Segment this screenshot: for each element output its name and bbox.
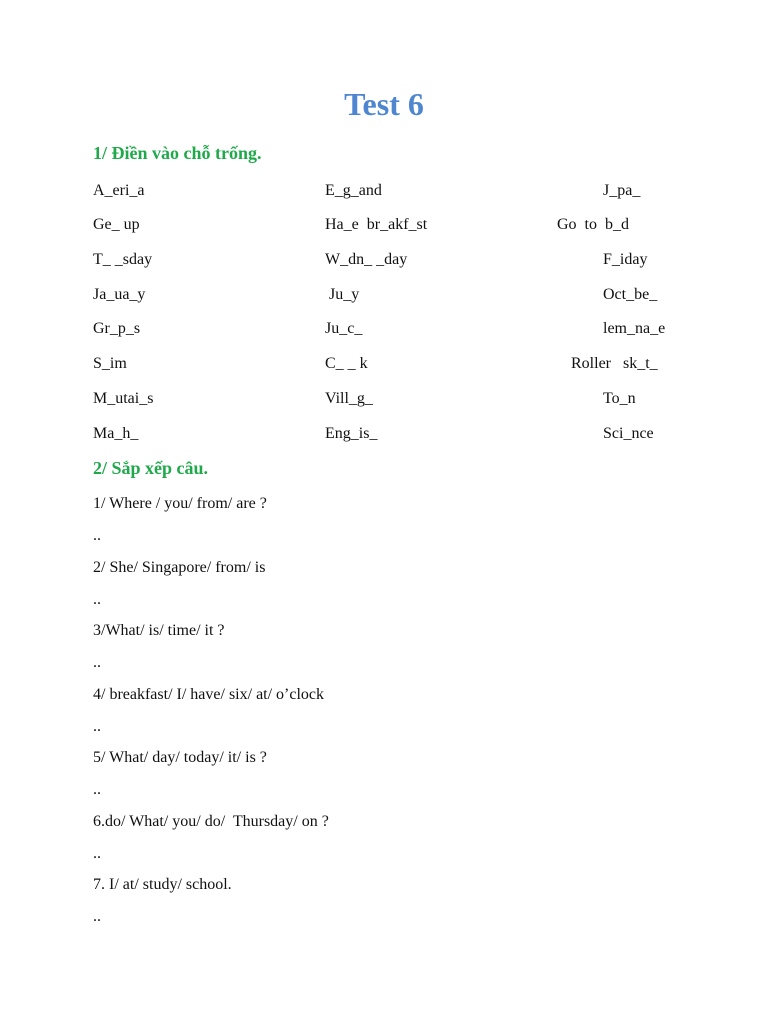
list-item bbox=[93, 493, 693, 557]
word-cell: Sci_nce bbox=[603, 425, 654, 442]
question-text: 7. I/ at/ study/ school. bbox=[93, 876, 232, 893]
word-cell: Ge_ up bbox=[93, 216, 140, 233]
list-item bbox=[93, 874, 693, 938]
page-title: Test 6 bbox=[344, 86, 424, 122]
answer-blank: .. bbox=[93, 527, 101, 544]
list-item bbox=[93, 557, 693, 621]
grid-row bbox=[0, 284, 768, 306]
word-cell: E_g_and bbox=[325, 182, 382, 199]
word-cell: C_ _ k bbox=[325, 355, 368, 372]
list-item bbox=[93, 747, 693, 811]
question-text: 4/ breakfast/ I/ have/ six/ at/ o’clock bbox=[93, 685, 325, 703]
grid-row bbox=[0, 388, 768, 410]
answer-blank: .. bbox=[93, 654, 101, 671]
grid-row bbox=[0, 180, 768, 202]
word-cell: A_eri_a bbox=[93, 182, 145, 199]
question-text: 6.do/ What/ you/ do/ Thursday/ on ? bbox=[93, 812, 329, 830]
list-item bbox=[93, 620, 693, 684]
word-cell: T_ _sday bbox=[93, 251, 153, 268]
question-text: 1/ Where / you/ from/ are ? bbox=[93, 495, 267, 512]
word-cell: M_utai_s bbox=[93, 390, 154, 407]
answer-blank: .. bbox=[93, 717, 101, 735]
sentence-order-list bbox=[93, 493, 693, 938]
word-cell: F_iday bbox=[603, 251, 648, 268]
answer-blank: .. bbox=[93, 844, 101, 862]
word-cell: Oct_be_ bbox=[603, 286, 658, 303]
grid-row bbox=[0, 214, 768, 236]
word-cell: Ja_ua_y bbox=[93, 286, 146, 303]
word-cell: J_pa_ bbox=[603, 182, 641, 199]
word-cell: W_dn_ _day bbox=[325, 251, 408, 268]
word-cell: Gr_p_s bbox=[93, 320, 141, 337]
word-cell: Ju_y bbox=[325, 286, 360, 303]
word-cell: Vill_g_ bbox=[325, 390, 373, 407]
word-cell: Ma_h_ bbox=[93, 425, 139, 442]
grid-row bbox=[0, 353, 768, 375]
answer-blank: .. bbox=[93, 590, 101, 608]
grid-row bbox=[0, 423, 768, 445]
word-cell: Ha_e br_akf_st bbox=[325, 216, 428, 233]
grid-row bbox=[0, 318, 768, 340]
list-item bbox=[93, 684, 693, 748]
word-cell: S_im bbox=[93, 355, 127, 372]
section-1-heading: 1/ Điền vào chỗ trống. bbox=[93, 143, 262, 163]
answer-blank: .. bbox=[93, 908, 101, 925]
grid-row bbox=[0, 249, 768, 271]
word-cell: lem_na_e bbox=[603, 320, 666, 337]
list-item bbox=[93, 811, 693, 875]
word-cell: To_n bbox=[603, 390, 636, 407]
question-text: 3/What/ is/ time/ it ? bbox=[93, 622, 225, 639]
word-cell: Eng_is_ bbox=[325, 425, 378, 442]
section-2-heading: 2/ Sắp xếp câu. bbox=[93, 458, 209, 478]
word-cell: Roller sk_t_ bbox=[571, 355, 658, 372]
word-cell: Go to b_d bbox=[557, 216, 629, 233]
question-text: 5/ What/ day/ today/ it/ is ? bbox=[93, 749, 267, 766]
word-cell: Ju_c_ bbox=[325, 320, 363, 337]
answer-blank: .. bbox=[93, 781, 101, 798]
question-text: 2/ She/ Singapore/ from/ is bbox=[93, 558, 266, 576]
